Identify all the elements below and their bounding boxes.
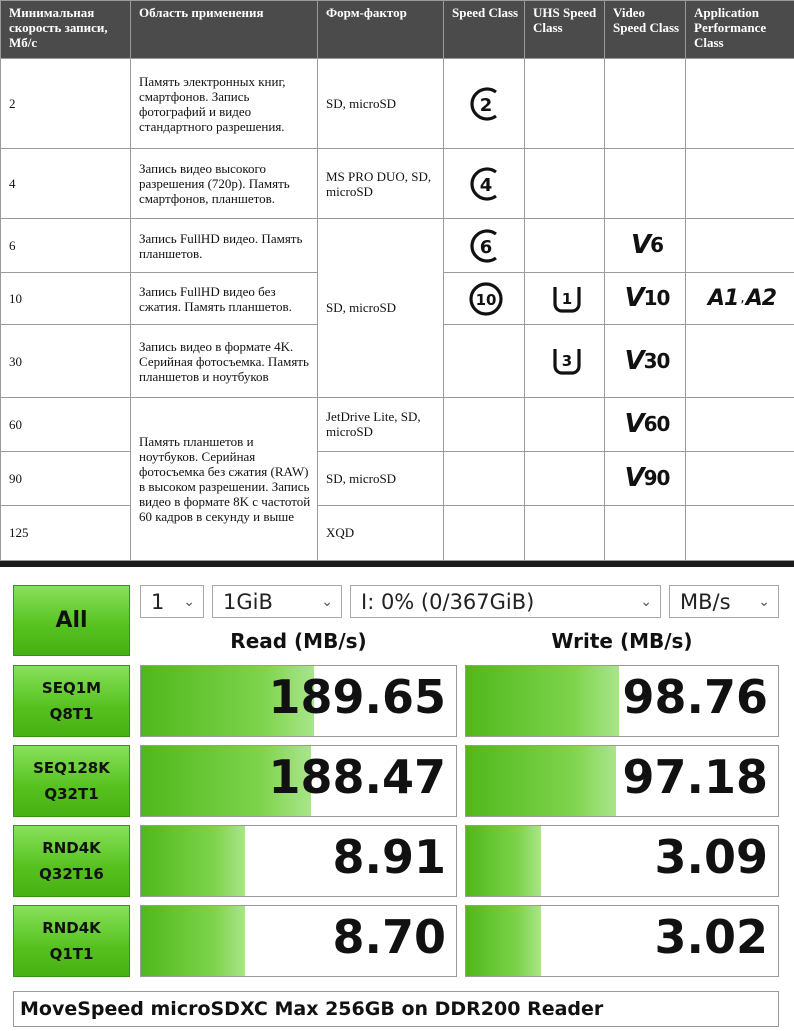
video-class-cell <box>605 59 686 149</box>
write-progress-fill <box>466 906 541 976</box>
speed-class-2-icon <box>466 84 506 124</box>
video-class-v10-icon: V 10 <box>624 283 670 314</box>
read-value: 188.47 <box>268 750 446 804</box>
svg-text:3: 3 <box>561 352 572 371</box>
app-class-cell <box>686 59 794 149</box>
unit-select[interactable] <box>669 585 779 618</box>
app-class-a1: A1 <box>707 286 739 312</box>
chevron-down-icon: ⌄ <box>758 594 770 610</box>
form-factor-cell: XQD <box>318 505 444 560</box>
write-result-meter <box>465 745 779 817</box>
header-speed-class: Speed Class <box>444 1 525 59</box>
read-result-meter <box>140 665 457 737</box>
video-class-cell <box>605 451 686 505</box>
usage-cell: Память планшетов и ноутбуков. Серийная фотосъемка без сжатия (RAW) в высоком разрешении. Запись видео в формате 8K с частотой 60 кадров в секунду и выше <box>131 397 318 560</box>
read-value: 8.70 <box>332 910 446 964</box>
write-value: 3.09 <box>654 830 768 884</box>
form-factor-cell: JetDrive Lite, SD, microSD <box>318 397 444 451</box>
header-uhs-speed-class: UHS Speed Class <box>525 1 605 59</box>
app-class-cell: A1 , A2 <box>686 273 794 325</box>
test-params: Q8T1 <box>49 705 94 723</box>
app-class-a2: A2 <box>745 286 777 312</box>
header-min-speed: Минимальная скорость записи, Мб/с <box>1 1 131 59</box>
comment-field[interactable]: MoveSpeed microSDXC Max 256GB on DDR200 Reader <box>13 991 779 1027</box>
chevron-down-icon: ⌄ <box>640 594 652 610</box>
video-class-cell <box>605 325 686 397</box>
video-class-cell <box>605 273 686 325</box>
speed-class-cell <box>444 505 525 560</box>
speed-class-cell <box>444 451 525 505</box>
usage-cell: Запись FullHD видео. Память планшетов. <box>131 219 318 273</box>
speed-class-cell <box>444 325 525 397</box>
test-button[interactable] <box>13 745 130 817</box>
test-name: RND4K <box>42 839 101 857</box>
form-factor-cell: SD, microSD <box>318 59 444 149</box>
header-form-factor: Форм-фактор <box>318 1 444 59</box>
header-video-speed-class: Video Speed Class <box>605 1 686 59</box>
write-value: 97.18 <box>622 750 768 804</box>
uhs-class-3-icon <box>551 346 583 376</box>
uhs-class-cell <box>525 397 605 451</box>
uhs-class-1-icon <box>551 284 583 314</box>
read-column-header: Read (MB/s) <box>230 629 367 653</box>
write-value: 98.76 <box>622 670 768 724</box>
unit-value: MB/s <box>680 589 731 614</box>
app-class-cell <box>686 219 794 273</box>
app-class-cell <box>686 397 794 451</box>
app-class-cell <box>686 325 794 397</box>
read-progress-fill <box>141 906 245 976</box>
test-params: Q32T1 <box>44 785 99 803</box>
test-name: RND4K <box>42 919 101 937</box>
write-column-header: Write (MB/s) <box>551 629 693 653</box>
test-name: SEQ128K <box>33 759 110 777</box>
write-result-meter <box>465 665 779 737</box>
form-factor-cell: MS PRO DUO, SD, microSD <box>318 149 444 219</box>
min-speed-cell: 60 <box>1 397 131 451</box>
chevron-down-icon: ⌄ <box>183 594 195 610</box>
write-progress-fill <box>466 666 619 736</box>
min-speed-cell: 10 <box>1 273 131 325</box>
uhs-class-cell <box>525 505 605 560</box>
chevron-down-icon: ⌄ <box>321 594 333 610</box>
min-speed-cell: 30 <box>1 325 131 397</box>
min-speed-cell: 4 <box>1 149 131 219</box>
min-speed-cell: 6 <box>1 219 131 273</box>
table-row <box>1 505 794 560</box>
usage-cell: Запись видео высокого разрешения (720p). Память смартфонов, планшетов. <box>131 149 318 219</box>
svg-text:2: 2 <box>479 94 493 116</box>
video-class-v90-icon: V 90 <box>624 462 670 493</box>
uhs-class-cell <box>525 59 605 149</box>
app-class-cell <box>686 505 794 560</box>
video-class-cell <box>605 149 686 219</box>
min-speed-cell: 2 <box>1 59 131 149</box>
write-result-meter <box>465 905 779 977</box>
drive-select[interactable] <box>350 585 661 618</box>
header-usage: Область применения <box>131 1 318 59</box>
usage-cell: Память электронных книг, смартфонов. Запись фотографий и видео стандартного разрешения. <box>131 59 318 149</box>
svg-text:10: 10 <box>475 290 497 309</box>
table-row <box>1 59 794 149</box>
speed-class-cell <box>444 219 525 273</box>
usage-cell: Запись видео в формате 4K. Серийная фотосъемка. Память планшетов и ноутбуков <box>131 325 318 397</box>
drive-value: I: 0% (0/367GiB) <box>361 589 535 614</box>
test-count-select[interactable] <box>140 585 204 618</box>
test-params: Q32T16 <box>39 865 104 883</box>
write-value: 3.02 <box>654 910 768 964</box>
write-progress-fill <box>466 746 616 816</box>
usage-cell: Запись FullHD видео без сжатия. Память планшетов. <box>131 273 318 325</box>
test-button[interactable] <box>13 905 130 977</box>
video-class-v30-icon: V 30 <box>624 345 670 376</box>
video-class-cell <box>605 219 686 273</box>
write-result-meter <box>465 825 779 897</box>
video-class-cell <box>605 397 686 451</box>
table-row <box>1 397 794 451</box>
test-name: SEQ1M <box>41 679 102 697</box>
header-app-performance-class: Application Performance Class <box>686 1 794 59</box>
table-row <box>1 149 794 219</box>
min-speed-cell: 90 <box>1 451 131 505</box>
test-button[interactable] <box>13 825 130 897</box>
table-row <box>1 219 794 273</box>
uhs-class-cell <box>525 325 605 397</box>
svg-text:4: 4 <box>479 174 493 196</box>
svg-text:1: 1 <box>561 289 572 308</box>
min-speed-cell: 125 <box>1 505 131 560</box>
benchmark-panel <box>0 561 794 1031</box>
uhs-class-cell <box>525 451 605 505</box>
uhs-class-cell <box>525 149 605 219</box>
test-params: Q1T1 <box>49 945 94 963</box>
test-button[interactable] <box>13 665 130 737</box>
speed-class-cell <box>444 59 525 149</box>
read-value: 189.65 <box>268 670 446 724</box>
svg-text:6: 6 <box>479 236 493 258</box>
app-class-cell <box>686 451 794 505</box>
read-progress-fill <box>141 826 245 896</box>
test-size-value: 1GiB <box>223 589 273 614</box>
uhs-class-cell <box>525 219 605 273</box>
form-factor-cell: SD, microSD <box>318 219 444 397</box>
test-count-value: 1 <box>151 589 165 614</box>
speed-class-cell <box>444 149 525 219</box>
app-class-cell <box>686 149 794 219</box>
table-row <box>1 451 794 505</box>
uhs-class-cell <box>525 273 605 325</box>
speed-class-10-icon <box>466 279 506 319</box>
speed-class-6-icon <box>466 226 506 266</box>
write-progress-fill <box>466 826 541 896</box>
test-size-select[interactable] <box>212 585 342 618</box>
form-factor-cell: SD, microSD <box>318 451 444 505</box>
video-class-cell <box>605 505 686 560</box>
speed-class-4-icon <box>466 164 506 204</box>
read-result-meter <box>140 905 457 977</box>
speed-class-cell <box>444 273 525 325</box>
run-all-button[interactable]: All <box>13 585 130 656</box>
video-class-v6-icon: V 6 <box>630 230 664 261</box>
video-class-v60-icon: V 60 <box>624 408 670 439</box>
read-value: 8.91 <box>332 830 446 884</box>
read-result-meter <box>140 745 457 817</box>
read-result-meter <box>140 825 457 897</box>
speed-class-cell <box>444 397 525 451</box>
